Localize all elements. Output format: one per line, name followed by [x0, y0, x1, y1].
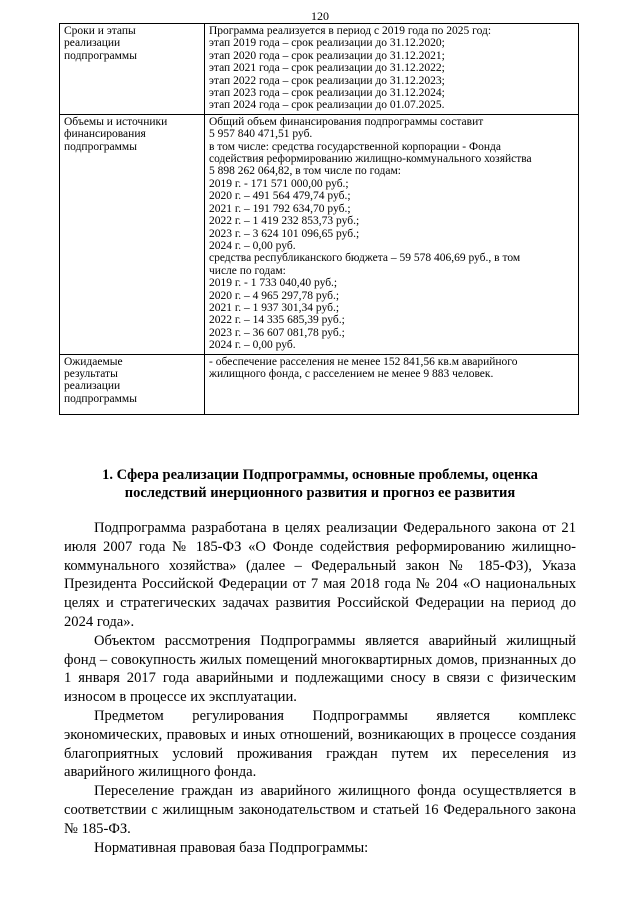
- paragraph: Предметом регулирования Подпрограммы является комплекс экономических, правовых и иных отношений, возникающих в процессе создания благоприятных условий проживания граждан путем их переселения из аварийного жилищного фонда.: [64, 707, 576, 781]
- row-label-funding: Объемы и источники финансирования подпрограммы: [60, 114, 205, 354]
- passport-row-results: [60, 354, 579, 414]
- passport-table: [59, 23, 579, 415]
- row-label-timeline: Сроки и этапы реализации подпрограммы: [60, 24, 205, 115]
- row-value-results: - обеспечение расселения не менее 152 841,56 кв.м аварийного жилищного фонда, с расселением не менее 9 883 человек.: [205, 354, 579, 414]
- paragraph: Нормативная правовая база Подпрограммы:: [94, 839, 369, 856]
- paragraph: Переселение граждан из аварийного жилищного фонда осуществляется в соответствии с жилищным законодательством и статьей 16 Федерального закона № 185-ФЗ.: [64, 783, 576, 837]
- row-value-timeline: Программа реализуется в период с 2019 года по 2025 год: этап 2019 года – срок реализации до 31.12.2020; этап 2020 года – срок реализации до 31.12.2021; этап 2021 года – срок реализации до 31.12.2022; этап 2022 года – срок реализации до 31.12.2023; этап 2023 года – срок реализации до 31.12.2024; этап 2024 года – срок реализации до 01.07.2025.: [205, 24, 579, 115]
- row-label-results: Ожидаемые результаты реализации подпрограммы: [60, 354, 205, 414]
- passport-row-funding: [60, 114, 579, 354]
- passport-row-timeline: [60, 24, 579, 115]
- section-heading-line: последствий инерционного развития и прогноз ее развития: [124, 485, 516, 501]
- section-heading-line: 1. Сфера реализации Подпрограммы, основные проблемы, оценка: [102, 467, 538, 483]
- section-heading: [64, 466, 576, 502]
- page-number: 120: [311, 9, 329, 23]
- paragraph: Подпрограмма разработана в целях реализации Федерального закона от 21 июля 2007 года № 185-ФЗ «О Фонде содействия реформированию жилищно-коммунального хозяйства» (далее – Федеральный закон № 185-ФЗ), Указа Президента Российской Федерации от 7 мая 2018 года № 204 «О национальных целях и стратегических задачах развития Российской Федерации на период до 2024 года».: [64, 520, 576, 630]
- paragraph: Объектом рассмотрения Подпрограммы является аварийный жилищный фонд – совокупность жилых помещений многоквартирных домов, признанных до 1 января 2017 года аварийными и подлежащими сносу в связи с физическим износом в процессе их эксплуатации.: [64, 632, 576, 706]
- body-text: [64, 519, 576, 857]
- row-value-funding: Общий объем финансирования подпрограммы составит 5 957 840 471,51 руб. в том числе: средства государственной корпорации - Фонда содействия реформированию жилищно-коммунального хозяйства 5 898 262 064,82, в том числе по годам: 2019 г. - 171 571 000,00 руб.; 2020 г. – 491 564 479,74 руб.; 2021 г. – 191 792 634,70 руб.; 2022 г. – 1 419 232 853,73 руб.; 2023 г. – 3 624 101 096,65 руб.; 2024 г. – 0,00 руб. средства республиканского бюджета – 59 578 406,69 руб., в том числе по годам: 2019 г. - 1 733 040,40 руб.; 2020 г. – 4 965 297,78 руб.; 2021 г. – 1 937 301,34 руб.; 2022 г. – 14 335 685,39 руб.; 2023 г. – 36 607 081,78 руб.; 2024 г. – 0,00 руб.: [205, 114, 579, 354]
